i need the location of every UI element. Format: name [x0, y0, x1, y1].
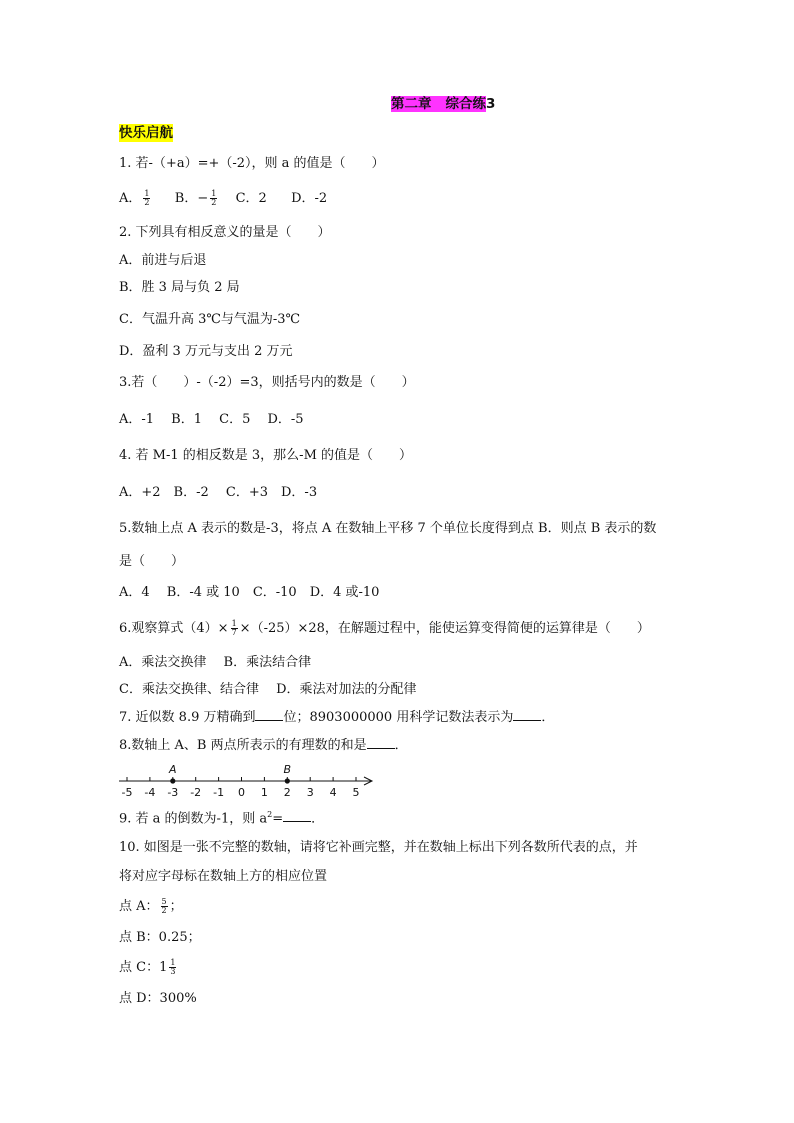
number-line-tick-label: -2 — [190, 786, 202, 799]
point-b-item: 点 B：0.25； — [119, 930, 201, 945]
number-line-tick-label: 4 — [329, 786, 337, 799]
q6-text-pre: 6.观察算式（4）× — [119, 621, 229, 636]
question-2: 2. 下列具有相反意义的量是（ ） — [119, 225, 331, 240]
question-6 — [119, 620, 650, 638]
q8-text: 8.数轴上 A、B 两点所表示的有理数的和是 — [119, 738, 367, 753]
q7-text-post: ． — [541, 710, 555, 725]
number-line-tick-label: 0 — [238, 786, 245, 799]
q8-text-post: ． — [394, 738, 408, 753]
question-10-line2: 将对应字母标在数轴上方的相应位置 — [119, 869, 328, 884]
q1-option-a-fraction: $\frac{1}{2}$ — [144, 189, 150, 207]
number-line-point-label: B — [283, 763, 292, 776]
q1-option-c: C．2 — [235, 191, 267, 206]
q9-text-post: ． — [311, 811, 325, 827]
q2-option-d: D．盈利 3 万元与支出 2 万元 — [119, 344, 293, 359]
q6-options-cd: C．乘法交换律、结合律 D．乘法对加法的分配律 — [119, 682, 417, 697]
question-4-options: A．+2 B．-2 C．+3 D．-3 — [119, 485, 318, 500]
q2-option-c: C．气温升高 3℃与气温为-3℃ — [119, 312, 301, 327]
title-practice: 综合练 — [445, 96, 486, 112]
question-3-options: A．-1 B．1 C．5 D．-5 — [119, 412, 304, 427]
point-a-fraction: $\frac{5}{2}$ — [161, 897, 167, 915]
q7-blank-1[interactable] — [255, 708, 283, 721]
q9-blank[interactable] — [283, 809, 311, 822]
q1-option-d: D．-2 — [291, 191, 328, 206]
point-c-item — [119, 959, 178, 977]
number-line-tick-label: 2 — [283, 786, 291, 799]
question-5-line2: 是（ ） — [119, 554, 185, 569]
number-line — [0, 760, 794, 800]
title-chapter: 第二章 — [391, 96, 432, 112]
number-line-tick-label: 3 — [306, 786, 314, 799]
title-number: 3 — [486, 96, 496, 112]
q7-text-mid: 位；8903000000 用科学记数法表示为 — [283, 710, 514, 725]
number-line-tick-label: -1 — [213, 786, 225, 799]
number-line-point-a — [170, 778, 175, 783]
page-title — [391, 95, 495, 113]
q2-option-b: B．胜 3 局与负 2 局 — [119, 280, 240, 295]
q6-text-post: ×（-25）×28，在解题过程中，能使运算变得简便的运算律是（ ） — [239, 621, 650, 636]
number-line-tick-label: 5 — [352, 786, 360, 799]
question-9 — [119, 806, 324, 828]
number-line-point-b — [285, 778, 290, 783]
number-line-tick-label: -3 — [167, 786, 179, 799]
q7-blank-2[interactable] — [513, 708, 541, 721]
question-5-options: A．4 B．-4 或 10 C．-10 D．4 或-10 — [119, 585, 380, 600]
number-line-point-label: A — [169, 763, 177, 776]
q9-text-pre: 9. 若 a 的倒数为-1，则 a — [119, 811, 268, 827]
question-7 — [119, 708, 554, 727]
question-4: 4. 若 M-1 的相反数是 3，那么-M 的值是（ ） — [119, 448, 413, 463]
number-line-tick-label: -4 — [144, 786, 156, 799]
point-a-item — [119, 898, 183, 916]
number-line-tick-label: 1 — [260, 786, 268, 799]
q6-fraction: $\frac{1}{7}$ — [231, 619, 237, 637]
q8-blank[interactable] — [367, 736, 395, 749]
point-c-label: 点 C：1 — [119, 960, 168, 975]
q9-equals: = — [272, 811, 284, 827]
point-c-fraction: $\frac{1}{3}$ — [170, 958, 176, 976]
question-10-line1: 10. 如图是一张不完整的数轴，请将它补画完整，并在数轴上标出下列各数所代表的点，并 — [119, 840, 638, 855]
point-d-item: 点 D：300% — [119, 991, 197, 1006]
q7-text-pre: 7. 近似数 8.9 万精确到 — [119, 710, 256, 725]
q6-options-ab: A．乘法交换律 B．乘法结合律 — [119, 655, 312, 670]
question-1: 1. 若-（+a）=+（-2），则 a 的值是（ ） — [119, 156, 385, 171]
question-3: 3.若（ ）-（-2）=3，则括号内的数是（ ） — [119, 375, 415, 390]
q1-option-b: B．− — [174, 191, 209, 206]
q9-exponent: 2 — [267, 810, 273, 819]
question-1-options — [119, 190, 327, 208]
point-a-post: ； — [169, 899, 183, 914]
question-5-line1: 5.数轴上点 A 表示的数是-3，将点 A 在数轴上平移 7 个单位长度得到点 B．则点 B 表示的数 — [119, 521, 657, 536]
number-line-tick-label: -5 — [121, 786, 133, 799]
q2-option-a: A．前进与后退 — [119, 253, 207, 268]
q1-option-b-fraction: $\frac{1}{2}$ — [211, 189, 217, 207]
point-a-label: 点 A： — [119, 899, 159, 914]
section-heading: 快乐启航 — [119, 125, 173, 141]
question-8 — [119, 736, 408, 755]
q1-option-a: A． — [119, 191, 142, 206]
